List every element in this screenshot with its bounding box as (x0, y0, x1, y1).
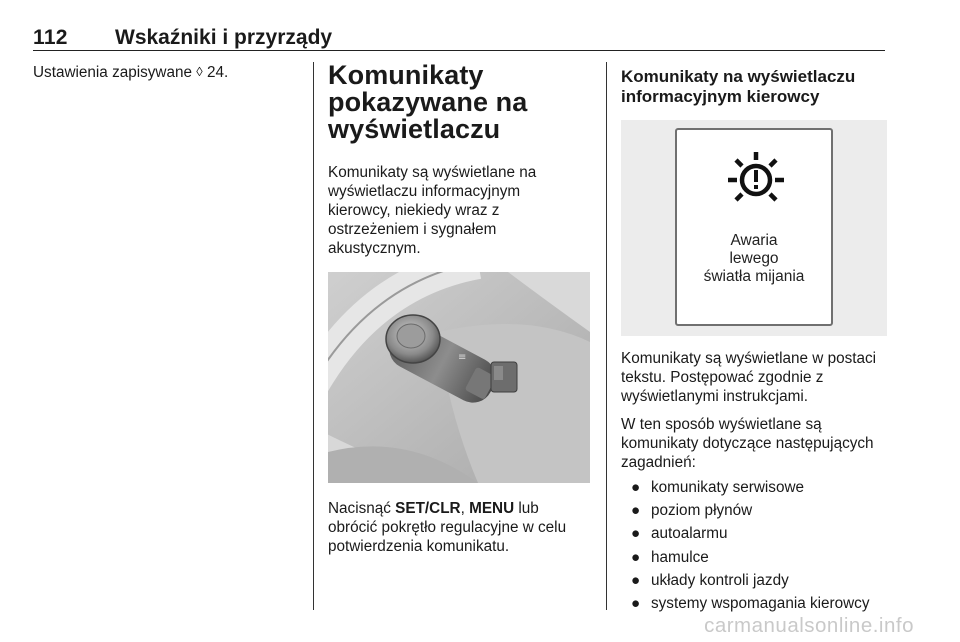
chapter-title: Wskaźniki i przyrządy (115, 26, 333, 49)
text-line: wyświetlaczu informacyjnym (328, 183, 521, 200)
intro-paragraph (328, 163, 590, 258)
list-item (621, 594, 887, 613)
section-title-line: wyświetlaczu (328, 114, 501, 144)
bullet-icon: ● (631, 594, 641, 612)
display-message-line: światła mijania (703, 268, 805, 285)
confirm-instruction (328, 499, 590, 556)
text-line: W ten sposób wyświetlane są (621, 416, 822, 433)
text-line: kierowcy, niekiedy wraz z (328, 202, 500, 219)
section-title-line: Komunikaty (328, 60, 484, 90)
column-right (621, 62, 887, 617)
text-line: zagadnień: (621, 454, 696, 471)
header-rule (33, 50, 885, 51)
set-clr-button-label: SET/CLR (395, 500, 461, 517)
bullet-icon: ● (631, 571, 641, 589)
column-middle (328, 62, 590, 556)
text-run: lub (514, 500, 539, 517)
section-title (328, 62, 590, 143)
list-item-text: autoalarmu (651, 525, 728, 543)
stalk-control-illustration (328, 272, 590, 483)
display-message-line: Awaria (730, 232, 778, 249)
subsection-title (621, 67, 887, 106)
subsection-title-line: Komunikaty na wyświetlaczu (621, 67, 856, 86)
list-item (621, 571, 887, 590)
section-title-line: pokazywane na (328, 87, 528, 117)
bullet-icon: ● (631, 479, 641, 496)
list-item (621, 524, 887, 543)
list-item (621, 548, 887, 567)
steering-column-stalk-image (328, 272, 590, 483)
text-run: Nacisnąć (328, 500, 396, 517)
bullet-icon: ● (631, 525, 641, 543)
menu-button-label: MENU (469, 500, 515, 517)
page-reference-arrow-icon: ◊ (196, 64, 203, 79)
column-left (33, 62, 303, 82)
text-line: tekstu. Postępować zgodnie z (621, 369, 824, 386)
topics-paragraph (621, 415, 887, 472)
list-item-text: komunikaty serwisowe (651, 479, 805, 496)
column-divider (313, 62, 314, 610)
text-line: obrócić pokrętło regulacyjne w celu (328, 519, 567, 536)
list-item-text: poziom płynów (651, 502, 753, 520)
text-line: wyświetlanymi instrukcjami. (621, 388, 808, 405)
bullet-icon: ● (631, 548, 641, 566)
list-item (621, 501, 887, 520)
bullet-icon: ● (631, 502, 641, 520)
exterior-light-failure-icon (727, 150, 785, 208)
list-item-text: hamulce (651, 548, 709, 566)
text-line: Komunikaty są wyświetlane w postaci (621, 350, 877, 367)
display-message-line: lewego (729, 250, 779, 267)
text-line: Komunikaty są wyświetlane na (328, 164, 537, 181)
driver-info-display-illustration (621, 120, 887, 336)
text-line: akustycznym. (328, 240, 421, 257)
watermark: carmanualsonline.info (704, 614, 914, 637)
text-line: ostrzeżeniem i sygnałem (328, 221, 497, 238)
list-item (621, 478, 887, 497)
column-divider (606, 62, 607, 610)
list-item-text: systemy wspomagania kierowcy (651, 594, 870, 612)
page-reference-link[interactable]: 24. (206, 64, 229, 81)
subsection-title-line: informacyjnym kierowcy (621, 86, 820, 106)
page-number: 112 (33, 26, 68, 49)
display-screen (675, 128, 833, 326)
list-item-text: układy kontroli jazdy (651, 571, 789, 589)
saved-settings-text: Ustawienia zapisywane (33, 64, 192, 81)
page-header (33, 26, 885, 52)
messages-paragraph (621, 349, 887, 406)
svg-text:≡: ≡ (458, 352, 467, 363)
topics-list (621, 478, 887, 613)
saved-settings-ref (33, 62, 303, 82)
text-run: , (460, 500, 470, 517)
text-line: komunikaty dotyczące następujących (621, 435, 874, 452)
text-line: potwierdzenia komunikatu. (328, 538, 510, 555)
